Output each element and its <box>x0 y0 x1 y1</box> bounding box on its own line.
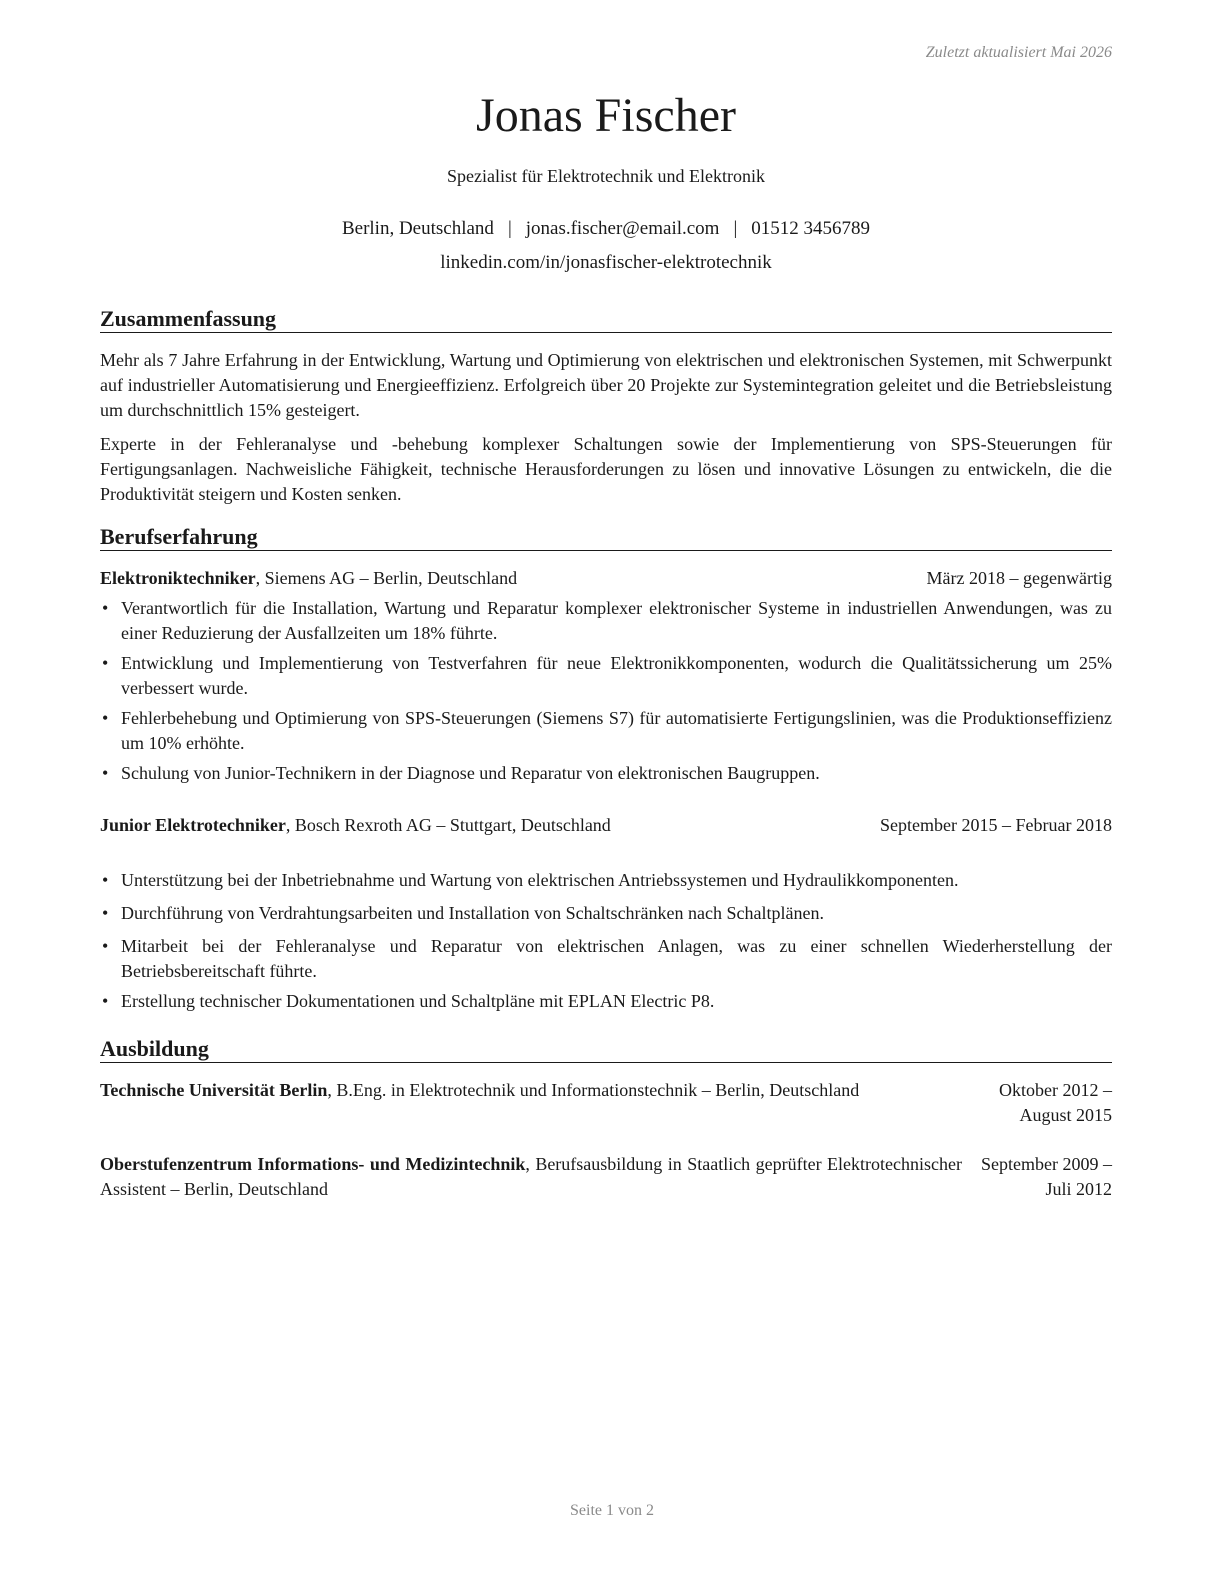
bullet-icon: • <box>102 903 109 923</box>
bullet-icon: • <box>102 598 109 618</box>
bullet-icon: • <box>102 870 109 890</box>
contact-separator: | <box>733 218 738 239</box>
education-school: Technische Universität Berlin <box>100 1080 328 1100</box>
summary-paragraph-2: Experte in der Fehleranalyse und -behebung komplexer Schaltungen sowie der Implementierung von SPS-Steuerungen für Fertigungsanlagen. Nachweisliche Fähigkeit, technische Herausforderungen zu lösen und innovative Lösungen zu entwickeln, die die Produktivität steigern und Kosten senken. <box>100 434 1112 504</box>
contact-location: Berlin, Deutschland <box>341 218 494 239</box>
section-title-summary: Zusammenfassung <box>100 306 1112 333</box>
job-bullet: • Durchführung von Verdrahtungsarbeiten und Installation von Schaltschränken nach Schaltplänen. <box>100 901 1112 926</box>
job-org: , Bosch Rexroth AG – Stuttgart, Deutschland <box>285 815 611 835</box>
summary-paragraph-1: Mehr als 7 Jahre Erfahrung in der Entwicklung, Wartung und Optimierung von elektrischen und elektronischen Systemen, mit Schwerpunkt auf industrieller Automatisierung und Energieeffizienz. Erfolgreich über 20 Projekte zur Systemintegration geleitet und die Betriebsleistung um durchschnittlich 15% gesteigert. <box>100 350 1112 420</box>
education-dates: Oktober 2012 – August 2015 <box>999 1080 1112 1125</box>
job-bullet: • Entwicklung und Implementierung von Testverfahren für neue Elektronikkomponenten, wodurch die Qualitätssicherung um 25% verbessert wurde. <box>102 653 1112 698</box>
job-org: , Siemens AG – Berlin, Deutschland <box>255 568 518 588</box>
candidate-name: Jonas Fischer <box>476 89 736 142</box>
candidate-title: Spezialist für Elektrotechnik und Elektronik <box>447 166 765 186</box>
job-bullet: • Erstellung technischer Dokumentationen und Schaltpläne mit EPLAN Electric P8. <box>100 989 1112 1014</box>
page-number: Seite 1 von 2 <box>570 1502 654 1519</box>
bullet-icon: • <box>102 991 109 1011</box>
job-bullet: • Verantwortlich für die Installation, Wartung und Reparatur komplexer elektronischer Systeme in industriellen Anwendungen, was zu einer Reduzierung der Ausfallzeiten um 18% führte. <box>102 598 1112 643</box>
section-title-education: Ausbildung <box>100 1036 1112 1063</box>
contact-phone: 01512 3456789 <box>751 218 871 239</box>
job-bullet: • Fehlerbehebung und Optimierung von SPS-Steuerungen (Siemens S7) für automatisierte Fertigungslinien, was die Produktionseffizienz um 10% erhöhte. <box>102 708 1112 753</box>
bullet-icon: • <box>102 763 109 783</box>
contact-separator: | <box>507 218 512 239</box>
bullet-icon: • <box>102 936 109 956</box>
education-dates: September 2009 – Juli 2012 <box>981 1154 1112 1199</box>
bullet-icon: • <box>102 708 109 728</box>
contact-line <box>100 218 1112 240</box>
job-dates: September 2015 – Februar 2018 <box>880 815 1112 835</box>
job-bullet: • Unterstützung bei der Inbetriebnahme und Wartung von elektrischen Antriebssystemen und Hydraulikkomponenten. <box>100 868 1112 893</box>
bullet-icon: • <box>102 653 109 673</box>
contact-email-link[interactable]: jonas.fischer@email.com <box>525 218 720 239</box>
job-bullet-list <box>100 596 1112 791</box>
job-dates: März 2018 – gegenwärtig <box>926 568 1112 588</box>
job-bullet-list <box>100 868 1112 1019</box>
job-bullet: • Schulung von Junior-Technikern in der Diagnose und Reparatur von elektronischen Baugruppen. <box>100 761 1112 786</box>
linkedin-link[interactable]: linkedin.com/in/jonasfischer-elektrotechnik <box>440 252 772 273</box>
education-school: Oberstufenzentrum Informations- und Medizintechnik <box>100 1154 526 1174</box>
education-detail: , Berufsausbildung in Staatlich geprüfter Elektrotechnischer Assistent – Berlin, Deutschland <box>100 1154 962 1199</box>
job-role: Elektroniktechniker <box>100 568 256 588</box>
education-detail: , B.Eng. in Elektrotechnik und Informationstechnik – Berlin, Deutschland <box>327 1080 860 1100</box>
job-role: Junior Elektrotechniker <box>100 815 286 835</box>
job-bullet: • Mitarbeit bei der Fehleranalyse und Reparatur von elektrischen Anlagen, was zu einer schnellen Wiederherstellung der Betriebsbereitschaft führte. <box>102 936 1112 981</box>
section-title-experience: Berufserfahrung <box>100 524 1112 551</box>
last-updated-note: Zuletzt aktualisiert Mai 2026 <box>925 44 1112 61</box>
